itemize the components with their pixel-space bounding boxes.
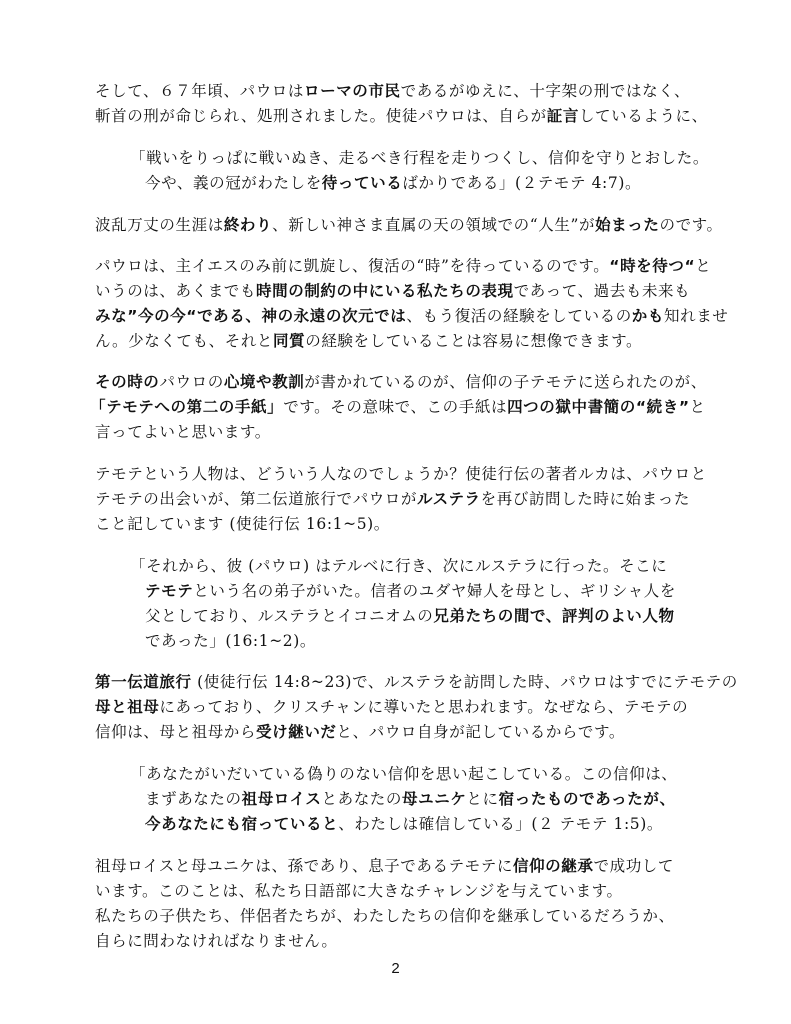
bold-text: 時間の制約の中にいる私たちの表現 xyxy=(256,282,514,300)
body-text: の経験をしていることは容易に想像できます。 xyxy=(305,332,643,350)
body-text: 斬首の刑が命じられ、処刑されました。使徒パウロは、自らが xyxy=(95,107,547,125)
bold-text: 始まった xyxy=(595,216,660,234)
text-line xyxy=(90,397,706,417)
text-line xyxy=(95,215,723,235)
bold-text: 今あなたにも宿っていると xyxy=(145,815,339,833)
body-text: にあっており、クリスチャンに導いたと思われます。なぜなら、テモテの xyxy=(159,698,689,716)
body-text: という名の弟子がいた。信者のユダヤ婦人を母とし、ギリシャ人を xyxy=(193,582,677,600)
text-line xyxy=(95,672,738,692)
text-line xyxy=(95,81,690,101)
bold-text: 祖母ロイス xyxy=(241,790,322,808)
bold-text: 終わり xyxy=(223,216,273,234)
body-text: が書かれているのが、信仰の子テモテに送られたのが、 xyxy=(304,373,707,391)
body-text: (使徒行伝 14:8~23)で、ルステラを訪問した時、パウロはすでにテモテの xyxy=(191,673,738,691)
body-text: ばかりである」(２テモテ 4:7)。 xyxy=(402,174,642,192)
body-text: 、わたしは確信している」(２ テモテ 1:5)。 xyxy=(338,815,663,833)
body-text: こと記しています (使徒行伝 16:1~5)。 xyxy=(95,515,390,533)
body-text: いうのは、あくまでも xyxy=(95,282,257,300)
bold-text: 同質 xyxy=(273,332,306,350)
text-line xyxy=(95,489,690,509)
bold-text: 証言 xyxy=(546,107,579,125)
body-text: 言ってよいと思います。 xyxy=(95,423,271,441)
bold-text: かも xyxy=(631,307,664,325)
bold-text: その時の xyxy=(95,373,160,391)
body-text: 私たちの子供たち、伴侶者たちが、わたしたちの信仰を継承しているだろうか、 xyxy=(95,907,675,925)
bold-text: 第一伝道旅行 xyxy=(95,673,192,691)
text-line xyxy=(95,722,625,742)
text-line xyxy=(130,148,709,168)
body-text: とに xyxy=(466,790,499,808)
text-line xyxy=(95,106,708,126)
body-text: 今や、義の冠がわたしを xyxy=(145,174,322,192)
body-text: 知れませ xyxy=(664,307,729,325)
body-text: そして、６７年頃、パウロは xyxy=(95,82,304,100)
body-text: を再び訪問した時に始まった xyxy=(480,490,690,508)
body-text: とあなたの xyxy=(321,790,403,808)
body-text: であるがゆえに、十字架の刑ではなく、 xyxy=(400,82,691,100)
bold-text: ルステラ xyxy=(417,490,481,508)
text-line xyxy=(145,606,675,626)
body-text: 祖母ロイスと母ユニケは、孫であり、息子であるテモテに xyxy=(95,857,513,875)
body-text: 父としており、ルステラとイコニオムの xyxy=(145,607,434,625)
body-text: テモテという人物は、どういう人なのでしょうか？使徒行伝の著者ルカは、パウロと xyxy=(95,465,707,483)
bold-text: 兄弟たちの間で、評判のよい人物 xyxy=(433,607,675,625)
bold-text: 信仰の継承 xyxy=(512,857,594,875)
bold-text: 四つの獄中書簡の“続き” xyxy=(507,398,690,416)
text-line xyxy=(95,906,675,926)
page-number: 2 xyxy=(391,960,400,977)
bold-text: ローマの市民 xyxy=(304,82,401,100)
text-line xyxy=(145,814,663,834)
bold-text: “時を待つ“ xyxy=(609,257,696,275)
body-text: パウロの xyxy=(159,373,224,391)
text-line xyxy=(95,931,337,951)
body-text: です。その意味で、この手紙は xyxy=(283,398,508,416)
body-text: います。このことは、私たち日語部に大きなチャレンジを与えています。 xyxy=(95,882,623,900)
text-line xyxy=(95,464,707,484)
bold-text: みな”今の今“である、神の永遠の次元では xyxy=(95,307,407,325)
body-text: であって、過去も未来も xyxy=(513,282,691,300)
bold-text: 母ユニケ xyxy=(402,790,467,808)
text-line xyxy=(95,281,690,301)
text-line xyxy=(95,256,711,276)
text-line xyxy=(130,764,677,784)
bold-text: 心境や教訓 xyxy=(223,373,305,391)
text-line xyxy=(95,372,707,392)
body-text: であった」(16:1~2)。 xyxy=(145,632,316,650)
body-text: と、パウロ自身が記しているからです。 xyxy=(336,723,625,741)
text-line xyxy=(95,856,674,876)
text-line xyxy=(95,422,271,442)
body-text: 信仰は、母と祖母から xyxy=(95,723,257,741)
text-line xyxy=(95,306,728,326)
text-line xyxy=(95,331,642,351)
body-text: ん。少なくても、それと xyxy=(95,332,274,350)
body-text: テモテの出会いが、第二伝道旅行でパウロが xyxy=(95,490,418,508)
text-line xyxy=(130,556,667,576)
text-line xyxy=(145,789,676,809)
body-text: のです。 xyxy=(659,216,723,234)
body-text: と xyxy=(695,257,712,275)
text-line xyxy=(95,881,623,901)
bold-text: 受け継いだ xyxy=(256,723,337,741)
body-text: 「戦いをりっぱに戦いぬき、走るべき行程を走りつくし、信仰を守りとおした。 xyxy=(130,149,709,167)
bold-text: テモテ xyxy=(145,582,194,600)
bold-text: 待っている xyxy=(321,174,403,192)
text-line xyxy=(95,697,688,717)
body-text: まずあなたの xyxy=(145,790,242,808)
text-line xyxy=(145,173,641,193)
body-text: と xyxy=(689,398,706,416)
body-text: パウロは、主イエスのみ前に凱旋し、復活の“時”を待っているのです。 xyxy=(95,257,610,275)
body-text: 、新しい神さま直属の天の領域での“人生”が xyxy=(272,216,596,234)
bold-text: 母と祖母 xyxy=(95,698,160,716)
body-text: 自らに問わなければなりません。 xyxy=(95,932,338,950)
bold-text: 「テモテへの第二の手紙」 xyxy=(90,398,284,416)
bold-text: 宿ったものであったが、 xyxy=(498,790,676,808)
body-text: で成功して xyxy=(593,857,675,875)
text-line xyxy=(145,581,676,601)
text-line xyxy=(145,631,316,651)
body-text: しているように、 xyxy=(578,107,708,125)
body-text: 波乱万丈の生涯は xyxy=(95,216,224,234)
body-text: 、もう復活の経験をしているの xyxy=(406,307,632,325)
text-line xyxy=(95,514,390,534)
body-text: 「それから、彼 (パウロ) はテルベに行き、次にルステラに行った。そこに xyxy=(130,557,668,575)
body-text: 「あなたがいだいている偽りのない信仰を思い起こしている。この信仰は、 xyxy=(130,765,678,783)
